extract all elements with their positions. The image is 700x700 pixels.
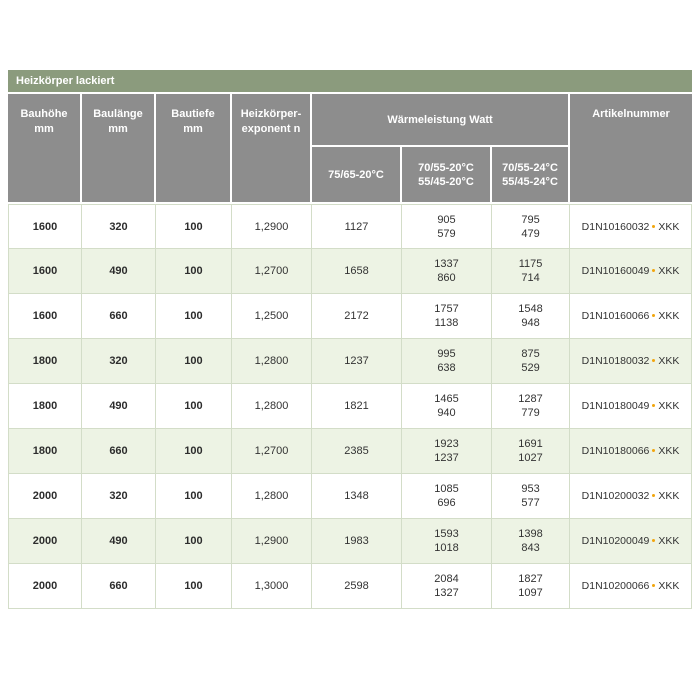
table-row [8,294,692,339]
cell-exponent: 1,2800 [232,384,312,429]
cell-watt-70-20 [402,384,492,429]
header-waermeleistung: Wärmeleistung Watt [312,94,570,147]
watt-value-high: 953 [521,483,540,495]
artikel-suffix: XKK [658,355,680,367]
header-baulaenge-line2: mm [108,123,128,135]
watt-value-high: 1548 [518,303,543,315]
artikel-suffix: XKK [658,220,680,233]
cell-watt-75: 2598 [312,564,402,609]
cell-watt-75: 1237 [312,339,402,384]
watt-value-high: 1337 [434,258,459,270]
header-bautiefe [156,94,232,204]
cell-exponent: 1,2900 [232,519,312,564]
cell-watt-70-20 [402,294,492,339]
watt-value-high: 1593 [434,528,459,540]
table-row [8,339,692,384]
subheader-75-65-line1: 75/65-20°C [328,168,384,181]
watt-value-low: 860 [437,272,456,284]
cell-baulaenge: 320 [82,339,156,384]
watt-value-low: 1097 [518,587,543,599]
cell-baulaenge: 660 [82,294,156,339]
table-row [8,249,692,294]
subheader-70-55-24-line2: 55/45-24°C [502,175,558,188]
separator-dot-icon [652,494,655,497]
cell-artikelnummer [570,429,692,474]
watt-value-high: 1923 [434,438,459,450]
subheader-70-55-20-line2: 55/45-20°C [418,175,474,188]
header-bauhoehe-line2: mm [34,123,54,135]
cell-baulaenge: 320 [82,204,156,249]
subheader-70-55-20 [402,147,492,204]
cell-exponent: 1,2700 [232,429,312,474]
cell-bauhoehe: 1600 [8,249,82,294]
cell-watt-75: 1658 [312,249,402,294]
watt-value-high: 1085 [434,483,459,495]
watt-value-low: 1018 [434,542,459,554]
cell-artikelnummer [570,384,692,429]
watt-value-low: 579 [437,227,456,240]
cell-bautiefe: 100 [156,429,232,474]
table-row [8,204,692,249]
cell-watt-75: 1348 [312,474,402,519]
cell-bauhoehe: 2000 [8,519,82,564]
header-exponent-line2: exponent n [241,123,301,135]
cell-baulaenge: 490 [82,249,156,294]
cell-exponent: 1,2800 [232,339,312,384]
watt-value-high: 1175 [518,258,543,270]
artikel-prefix: D1N10200049 [581,535,650,547]
artikel-prefix: D1N10200066 [581,580,650,592]
subheader-70-55-20-line1: 70/55-20°C [418,161,474,174]
cell-artikelnummer [570,294,692,339]
artikel-prefix: D1N10180049 [581,400,650,412]
table-row [8,384,692,429]
watt-value-low: 638 [437,362,456,374]
header-artikelnummer: Artikelnummer [570,94,692,204]
table-row [8,564,692,609]
cell-watt-70-24 [492,474,570,519]
watt-value-low: 714 [521,272,540,284]
watt-value-high: 1465 [434,393,459,405]
cell-bauhoehe: 1600 [8,294,82,339]
artikel-prefix: D1N10180066 [581,445,650,457]
cell-baulaenge: 320 [82,474,156,519]
artikel-prefix: D1N10160049 [581,265,650,277]
separator-dot-icon [652,359,655,362]
cell-exponent: 1,2500 [232,294,312,339]
watt-value-low: 779 [521,407,540,419]
cell-bauhoehe: 1800 [8,339,82,384]
watt-value-high: 1757 [434,303,459,315]
artikel-suffix: XKK [658,535,680,547]
watt-value-high: 995 [437,348,456,360]
cell-exponent: 1,2900 [232,204,312,249]
cell-bauhoehe: 2000 [8,564,82,609]
cell-watt-70-24 [492,384,570,429]
table-title-bar [8,70,692,92]
artikel-suffix: XKK [658,400,680,412]
watt-value-high: 2084 [434,573,459,585]
cell-bautiefe: 100 [156,384,232,429]
header-baulaenge-line1: Baulänge [93,108,143,120]
cell-watt-70-20 [402,249,492,294]
table-body [8,204,692,609]
cell-watt-70-24 [492,204,570,249]
cell-watt-70-24 [492,294,570,339]
cell-baulaenge: 490 [82,384,156,429]
cell-watt-70-24 [492,564,570,609]
header-bauhoehe [8,94,82,204]
separator-dot-icon [652,269,655,272]
cell-bauhoehe: 1600 [8,204,82,249]
cell-baulaenge: 660 [82,429,156,474]
watt-value-high: 1691 [518,438,543,450]
watt-value-low: 940 [437,407,456,419]
watt-value-low: 948 [521,317,540,329]
watt-value-low: 1327 [434,587,459,599]
cell-watt-70-24 [492,519,570,564]
watt-value-low: 479 [521,227,540,240]
cell-artikelnummer [570,339,692,384]
separator-dot-icon [652,314,655,317]
cell-artikelnummer [570,204,692,249]
artikel-prefix: D1N10160032 [581,220,650,233]
cell-artikelnummer [570,249,692,294]
table-header [8,94,692,204]
table-row [8,474,692,519]
cell-watt-70-20 [402,519,492,564]
subheader-70-55-24 [492,147,570,204]
spec-table [8,94,692,609]
cell-watt-70-24 [492,339,570,384]
header-exponent-line1: Heizkörper- [240,108,302,120]
watt-value-low: 1237 [434,452,459,464]
cell-bautiefe: 100 [156,519,232,564]
cell-watt-75: 2172 [312,294,402,339]
separator-dot-icon [652,539,655,542]
cell-artikelnummer [570,474,692,519]
artikel-suffix: XKK [658,265,680,277]
watt-value-high: 875 [521,348,540,360]
cell-bauhoehe: 2000 [8,474,82,519]
watt-value-high: 905 [437,213,456,226]
cell-artikelnummer [570,519,692,564]
watt-value-low: 1027 [518,452,543,464]
cell-watt-70-20 [402,204,492,249]
cell-bautiefe: 100 [156,294,232,339]
cell-exponent: 1,2800 [232,474,312,519]
separator-dot-icon [652,449,655,452]
cell-bauhoehe: 1800 [8,429,82,474]
watt-value-low: 529 [521,362,540,374]
artikel-prefix: D1N10200032 [581,490,650,502]
watt-value-high: 1287 [518,393,543,405]
header-bautiefe-line2: mm [183,123,203,135]
cell-watt-70-20 [402,564,492,609]
watt-value-low: 843 [521,542,540,554]
cell-baulaenge: 660 [82,564,156,609]
cell-watt-70-24 [492,429,570,474]
cell-watt-70-20 [402,339,492,384]
cell-watt-75: 1821 [312,384,402,429]
separator-dot-icon [652,404,655,407]
cell-bautiefe: 100 [156,204,232,249]
artikel-prefix: D1N10180032 [581,355,650,367]
watt-value-high: 1398 [518,528,543,540]
cell-bauhoehe: 1800 [8,384,82,429]
artikel-suffix: XKK [658,310,680,322]
watt-value-low: 1138 [434,317,459,329]
subheader-75-65 [312,147,402,204]
artikel-suffix: XKK [658,490,680,502]
header-exponent [232,94,312,204]
cell-watt-75: 2385 [312,429,402,474]
cell-baulaenge: 490 [82,519,156,564]
cell-bautiefe: 100 [156,249,232,294]
table-title: Heizkörper lackiert [16,75,115,87]
separator-dot-icon [652,225,655,228]
cell-watt-70-24 [492,249,570,294]
watt-value-low: 577 [521,497,540,509]
cell-artikelnummer [570,564,692,609]
header-bauhoehe-line1: Bauhöhe [20,108,68,120]
artikel-suffix: XKK [658,580,680,592]
watt-value-low: 696 [437,497,456,509]
table-row [8,429,692,474]
cell-bautiefe: 100 [156,474,232,519]
header-baulaenge [82,94,156,204]
cell-bautiefe: 100 [156,339,232,384]
cell-watt-75: 1983 [312,519,402,564]
cell-watt-70-20 [402,429,492,474]
separator-dot-icon [652,584,655,587]
artikel-prefix: D1N10160066 [581,310,650,322]
artikel-suffix: XKK [658,445,680,457]
table-row [8,519,692,564]
cell-exponent: 1,3000 [232,564,312,609]
cell-watt-70-20 [402,474,492,519]
cell-watt-75: 1127 [312,204,402,249]
header-bautiefe-line1: Bautiefe [171,108,215,120]
cell-exponent: 1,2700 [232,249,312,294]
watt-value-high: 1827 [518,573,543,585]
watt-value-high: 795 [521,213,540,226]
subheader-70-55-24-line1: 70/55-24°C [502,161,558,174]
cell-bautiefe: 100 [156,564,232,609]
